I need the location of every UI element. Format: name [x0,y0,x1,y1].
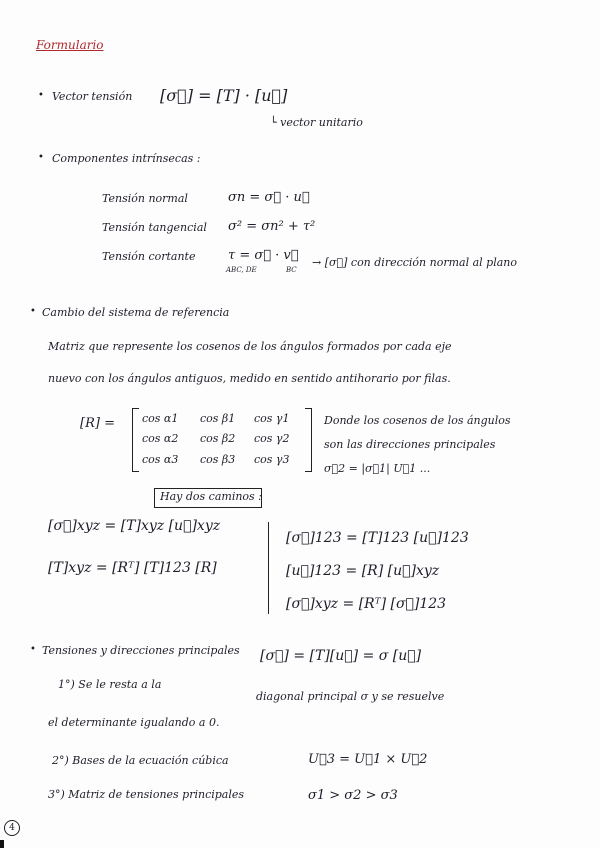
left-eq1: [σ⃗]xyz = [T]xyz [u⃗]xyz [48,518,221,534]
s4-label: Tensiones y direcciones principales [42,644,240,657]
right-eq1: [σ⃗]123 = [T]123 [u⃗]123 [286,530,469,546]
bullet: • [30,644,36,655]
s4-step3: 3°) Matriz de tensiones principales [48,788,245,801]
matrix-cell: cos β1 [200,412,236,425]
bullet: • [38,90,44,101]
bullet: • [38,152,44,163]
s4-step1a: 1°) Se le resta a la [58,678,162,691]
matrix-cell: cos γ2 [254,432,290,445]
s3-side3: σ⃗2 = |σ⃗1| U⃗1 ... [324,462,431,475]
matrix-cell: cos β3 [200,453,236,466]
s3-para2: nuevo con los ángulos antiguos, medido en sentido antihorario por filas. [48,372,451,385]
s4-step2-formula: U⃗3 = U⃗1 × U⃗2 [308,752,428,767]
matrix-cell: cos γ1 [254,412,290,425]
corner-mark [0,840,4,848]
s3-para1: Matriz que represente los cosenos de los ángulos formados por cada eje [48,340,452,353]
s4-step1b: diagonal principal σ y se resuelve [256,690,445,703]
s3-side2: son las direcciones principales [324,438,496,451]
matrix-cell: cos α3 [142,453,179,466]
s4-formula: [σ⃗] = [T][u⃗] = σ [u⃗] [260,648,422,664]
s2-row2-formula: σ² = σn² + τ² [228,219,316,234]
matrix-cell: cos γ3 [254,453,290,466]
page-title: Formulario [36,38,104,52]
matrix-cell: cos α2 [142,432,179,445]
s4-step2: 2°) Bases de la ecuación cúbica [52,754,229,767]
s2-arrow-note: → [σ⃗] con dirección normal al plano [312,256,518,269]
s2-row3-sub1: ABC, DE [226,266,257,274]
matrix-cell: cos β2 [200,432,236,445]
s2-row3-name: Tensión cortante [102,250,196,263]
page-number: 4 [4,820,20,836]
s1-formula: [σ⃗] = [T] · [u⃗] [160,86,288,105]
left-eq2: [T]xyz = [Rᵀ] [T]123 [R] [48,560,217,576]
s2-row1-formula: σn = σ⃗ · u⃗ [228,190,310,205]
s3-side1: Donde los cosenos de los ángulos [324,414,511,427]
s2-row3-formula: τ = σ⃗ · v⃗ [228,248,299,263]
s4-step1c: el determinante igualando a 0. [48,716,220,729]
s2-row1-name: Tensión normal [102,192,188,205]
right-eq3: [σ⃗]xyz = [Rᵀ] [σ⃗]123 [286,596,447,612]
s2-row3-sub2: BC [286,266,297,274]
s1-note: └ vector unitario [270,116,363,129]
divider-line [268,522,269,614]
s3-label: Cambio del sistema de referencia [42,306,230,319]
bullet: • [30,306,36,317]
s2-row2-name: Tensión tangencial [102,221,207,234]
matrix-cell: cos α1 [142,412,179,425]
matrix-label: [R] = [80,416,115,431]
s4-step3-formula: σ1 > σ2 > σ3 [308,788,398,803]
rotation-matrix [132,408,312,472]
s1-label: Vector tensión [52,90,133,103]
right-eq2: [u⃗]123 = [R] [u⃗]xyz [286,563,440,579]
two-ways-label: Hay dos caminos : [160,490,262,503]
s2-label: Componentes intrínsecas : [52,152,201,165]
